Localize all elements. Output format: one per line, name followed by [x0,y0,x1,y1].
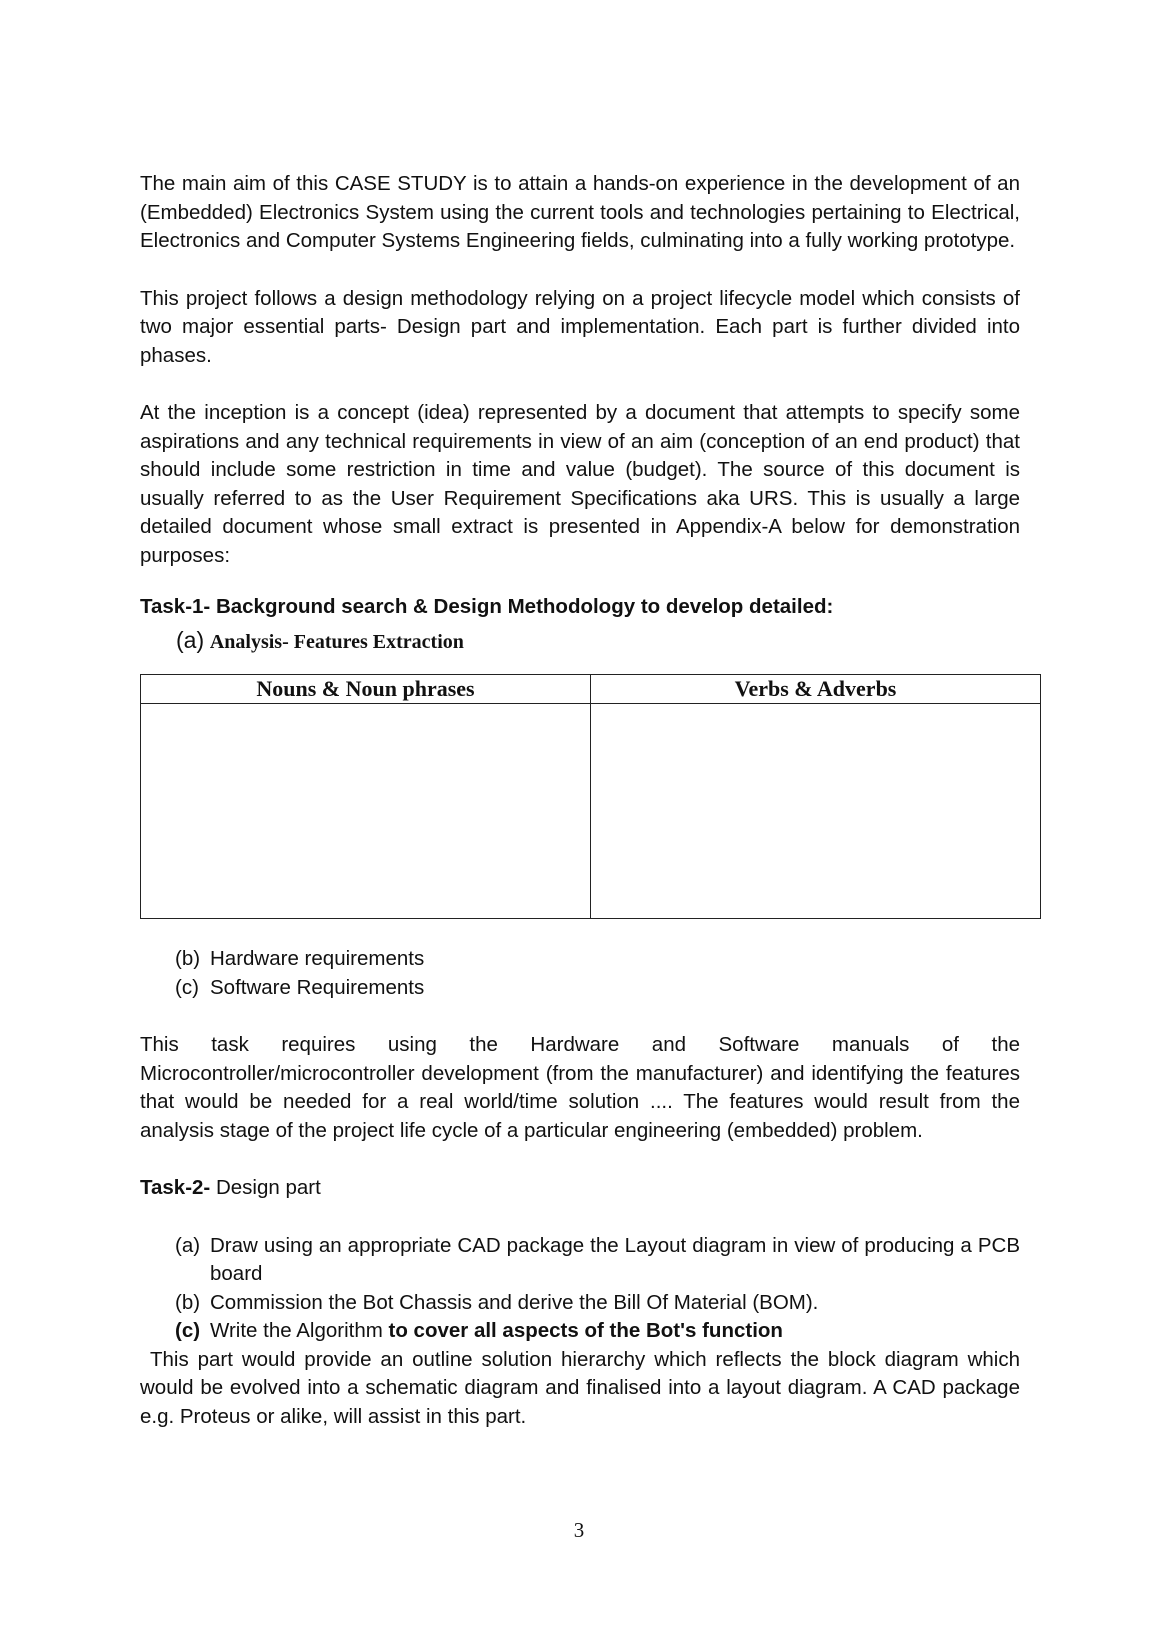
list-item [175,1232,1020,1289]
table-header-verbs: Verbs & Adverbs [591,675,1041,704]
table-header-nouns: Nouns & Noun phrases [141,675,591,704]
task-2-heading-label: Task-2- [140,1176,211,1199]
paragraph-methodology: This project follows a design methodology relying on a project lifecycle model which consists of two major essential parts- Design part and implementation. Each part is further divided into phases. [140,286,1020,367]
list-item-text [210,1317,1020,1346]
list-item-text: Software Requirements [210,975,425,999]
paragraph-task-requirements: This task requires using the Hardware and Software manuals of the Microcontroller/microcontroller development (from the manufacturer) and identifying the features that would be needed for a real world/time solution .... The features would result from the analysis stage of the project life cycle of a particular engineering (embedded) problem. [140,1033,1020,1142]
table-row [141,704,1041,919]
paragraph-design-outline: This part would provide an outline solution hierarchy which reflects the block diagram which would be evolved into a schematic diagram and finalised into a layout diagram. A CAD package e.g. Proteus or alike, will assist in this part. [140,1347,1020,1428]
paragraph-inception: At the inception is a concept (idea) represented by a document that attempts to specify some aspirations and any technical requirements in view of an aim (conception of an end product) that should include some restriction in time and value (budget). The source of this document is usually referred to as the User Requirement Specifications aka URS. This is usually a large detailed document whose small extract is presented in Appendix-A below for demonstration purposes: [140,401,1020,567]
page-number: 3 [573,1518,585,1542]
task-1-requirements-list [175,945,1020,1002]
list-item [175,974,1020,1003]
list-item-text: Draw using an appropriate CAD package the Layout diagram in view of producing a PCB board [210,1233,1020,1285]
list-item-text-bold: to cover all aspects of the Bot's function [388,1319,783,1342]
features-extraction-table [140,674,1041,919]
list-item-text: Commission the Bot Chassis and derive the Bill Of Material (BOM). [210,1290,819,1314]
task-2-list [175,1232,1020,1346]
list-item-text: Hardware requirements [210,947,425,970]
list-item-number: (c) [175,975,199,999]
list-item [175,1289,1020,1318]
task-1-item-a-text: Analysis- Features Extraction [209,630,464,653]
task-2-heading-text: Design part [210,1176,321,1199]
list-item [175,945,1020,974]
paragraph-aim: The main aim of this CASE STUDY is to attain a hands-on experience in the development of an (Embedded) Electronics System using the current tools and technologies pertaining to Electrical, Electronics and Computer Systems Engineering fields, culminating into a fully working prototype. [140,172,1020,252]
task-2-heading [140,1174,1020,1203]
task-1-heading: Task-1- Background search & Design Methodology to develop detailed: [140,595,834,618]
task-1-item-a-label: (a) [176,626,205,653]
list-item-text-plain: Write the Algorithm [210,1319,389,1342]
table-header-row [141,675,1041,704]
list-item-number: (b) [175,1290,201,1314]
task-1-item-a [176,626,1020,657]
list-item-number: (c) [175,1319,201,1342]
list-item [175,1317,1020,1346]
table-cell-nouns-empty [141,704,591,919]
page-content [140,170,1020,1431]
list-item-number: (a) [175,1233,201,1257]
list-item-number: (b) [175,947,201,970]
table-cell-verbs-empty [591,704,1041,919]
